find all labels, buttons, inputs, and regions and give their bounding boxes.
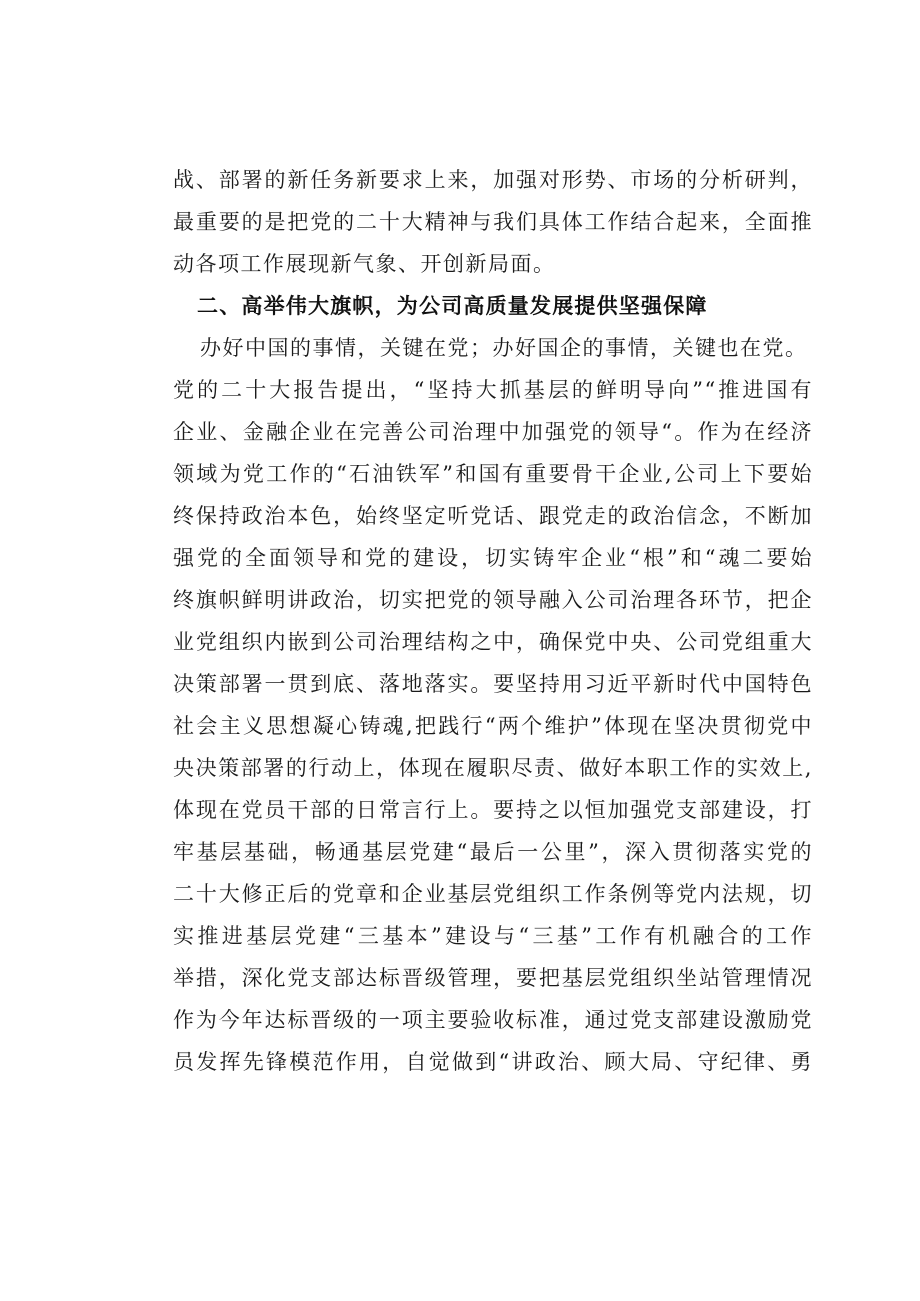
- text-line: 实推进基层党建“三基本”建设与“三基”工作有机融合的工作: [173, 924, 813, 948]
- text-line: 战、部署的新任务新要求上来，加强对形势、市场的分析研判，: [173, 168, 813, 192]
- section-heading: 二、高举伟大旗帜，为公司高质量发展提供坚强保障: [197, 294, 708, 318]
- text-line: 员发挥先锋模范作用，自觉做到“讲政治、顾大局、守纪律、勇: [173, 1050, 813, 1074]
- text-line: 牢基层基础，畅通基层党建“最后一公里”，深入贯彻落实党的: [173, 840, 813, 864]
- text-line: 最重要的是把党的二十大精神与我们具体工作结合起来，全面推: [173, 210, 813, 234]
- text-line: 企业、金融企业在完善公司治理中加强党的领导“。作为在经济: [173, 420, 813, 444]
- text-line: 动各项工作展现新气象、开创新局面。: [173, 252, 556, 276]
- text-line: 办好中国的事情，关键在党；办好国企的事情，关键也在党。: [200, 336, 808, 360]
- text-line: 领域为党工作的“石油铁军”和国有重要骨干企业,公司上下要始: [173, 462, 813, 486]
- text-line: 业党组织内嵌到公司治理结构之中，确保党中央、公司党组重大: [173, 630, 813, 654]
- text-line: 决策部署一贯到底、落地落实。要坚持用习近平新时代中国特色: [173, 672, 813, 696]
- text-line: 终保持政治本色，始终坚定听党话、跟党走的政治信念，不断加: [173, 504, 813, 528]
- text-line: 社会主义思想凝心铸魂,把践行“两个维护”体现在坚决贯彻党中: [173, 714, 813, 738]
- text-line: 体现在党员干部的日常言行上。要持之以恒加强党支部建设，打: [173, 798, 813, 822]
- text-line: 举措，深化党支部达标晋级管理，要把基层党组织坐站管理情况: [173, 966, 813, 990]
- text-line: 央决策部署的行动上，体现在履职尽责、做好本职工作的实效上,: [173, 756, 813, 780]
- document-body: [173, 159, 813, 1083]
- text-line: 二十大修正后的党章和企业基层党组织工作条例等党内法规，切: [173, 882, 813, 906]
- text-line: 作为今年达标晋级的一项主要验收标准，通过党支部建设激励党: [173, 1008, 813, 1032]
- text-line: 终旗帜鲜明讲政治，切实把党的领导融入公司治理各环节，把企: [173, 588, 813, 612]
- text-line: 党的二十大报告提出，“坚持大抓基层的鲜明导向”“推进国有: [173, 378, 813, 402]
- text-line: 强党的全面领导和党的建设，切实铸牢企业“根”和“魂二要始: [173, 546, 813, 570]
